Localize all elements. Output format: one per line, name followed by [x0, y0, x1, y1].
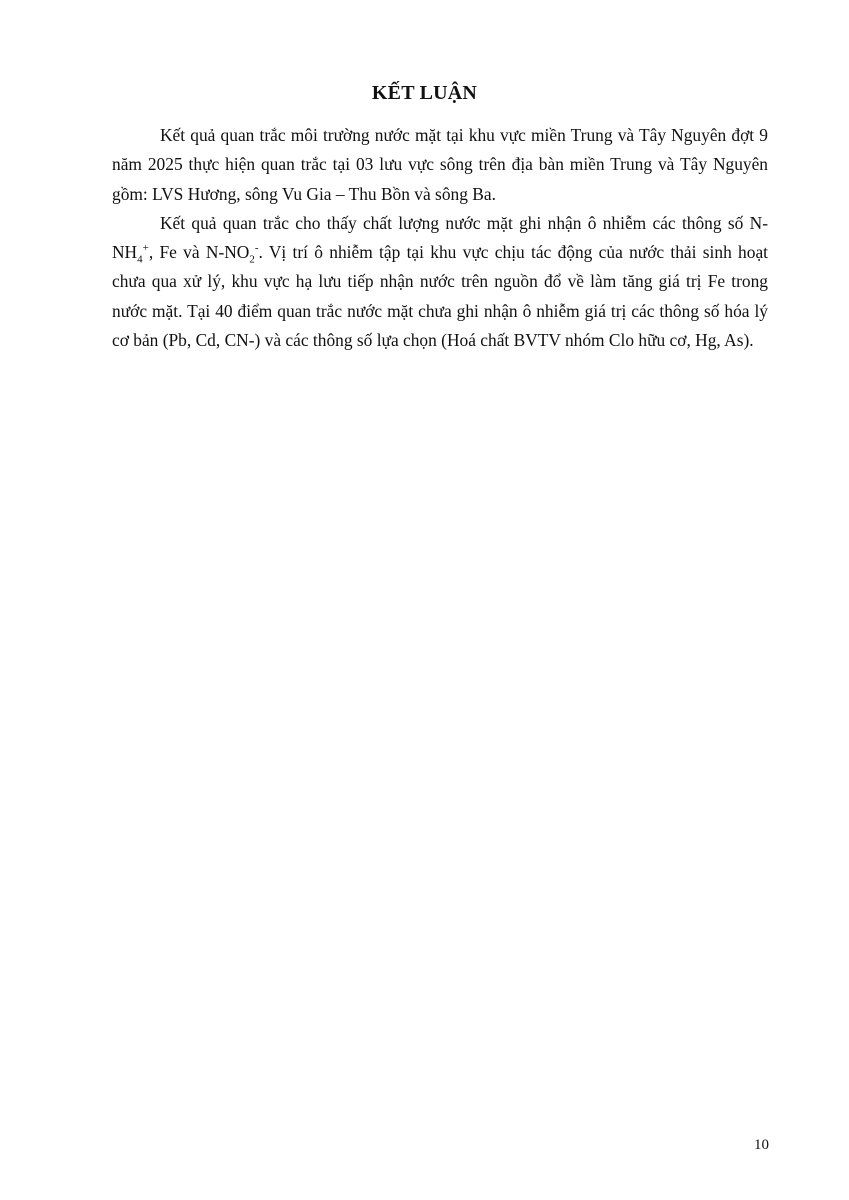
nh4-subscript: 4 [137, 253, 143, 266]
paragraph-2-rest: . Vị trí ô nhiễm tập tại khu vực chịu tác động của nước thải sinh hoạt chưa qua xử lý, khu vực hạ lưu tiếp nhận nước trên nguồn đổ về làm tăng giá trị Fe trong nước mặt. Tại 40 điểm quan trắc nước mặt chưa ghi nhận ô nhiễm giá trị các thông số hóa lý cơ bản (Pb, Cd, CN-) và các thông số lựa chọn (Hoá chất BVTV nhóm Clo hữu cơ, Hg, As). [112, 242, 769, 351]
nh4-superscript: + [142, 242, 149, 255]
no2-superscript: - [254, 242, 259, 255]
paragraph-2-middle: , Fe và N-NO [148, 242, 250, 263]
page-number: 10 [754, 1137, 769, 1153]
paragraph-2 [112, 209, 768, 355]
paragraph-1: Kết quả quan trắc môi trường nước mặt tại khu vực miền Trung và Tây Nguyên đợt 9 năm 2025 thực hiện quan trắc tại 03 lưu vực sông trên địa bàn miền Trung và Tây Nguyên gồm: LVS Hương, sông Vu Gia – Thu Bồn và sông Ba. [112, 125, 768, 204]
no2-subscript: 2 [249, 253, 255, 266]
nh4-label: N-NH [112, 212, 768, 263]
paragraph-2-intro: Kết quả quan trắc cho thấy chất lượng nước mặt ghi nhận ô nhiễm các thông số [160, 212, 750, 233]
page-title: KẾT LUẬN [371, 82, 478, 104]
document-body [112, 121, 768, 355]
